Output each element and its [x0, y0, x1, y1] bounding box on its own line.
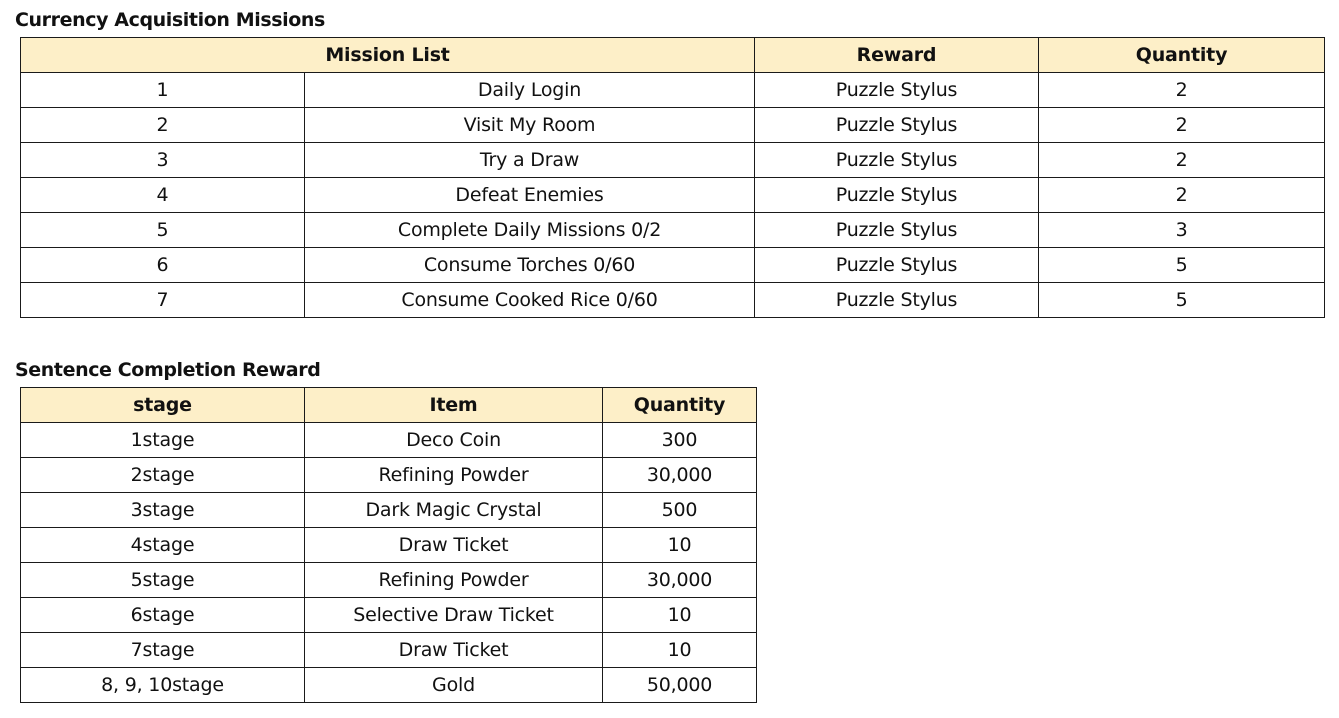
stage-cell: 3stage — [21, 493, 305, 528]
quantity-header: Quantity — [603, 388, 757, 423]
table-row — [21, 108, 1325, 143]
quantity-cell: 10 — [603, 598, 757, 633]
mission-name: Daily Login — [305, 73, 755, 108]
mission-quantity: 2 — [1039, 178, 1325, 213]
table-row — [21, 598, 757, 633]
table-row — [21, 423, 757, 458]
item-cell: Refining Powder — [305, 563, 603, 598]
mission-reward: Puzzle Stylus — [755, 213, 1039, 248]
mission-quantity: 2 — [1039, 143, 1325, 178]
mission-reward: Puzzle Stylus — [755, 178, 1039, 213]
stage-cell: 4stage — [21, 528, 305, 563]
quantity-cell: 10 — [603, 528, 757, 563]
table-row — [21, 248, 1325, 283]
table-row — [21, 563, 757, 598]
mission-reward: Puzzle Stylus — [755, 143, 1039, 178]
mission-reward: Puzzle Stylus — [755, 73, 1039, 108]
missions-table — [20, 37, 1325, 318]
table-row — [21, 493, 757, 528]
mission-name: Visit My Room — [305, 108, 755, 143]
missions-header-row — [21, 38, 1325, 73]
mission-number: 1 — [21, 73, 305, 108]
item-cell: Refining Powder — [305, 458, 603, 493]
table-row — [21, 178, 1325, 213]
table-row — [21, 73, 1325, 108]
quantity-cell: 10 — [603, 633, 757, 668]
item-cell: Draw Ticket — [305, 528, 603, 563]
stage-cell: 1stage — [21, 423, 305, 458]
mission-name: Defeat Enemies — [305, 178, 755, 213]
quantity-cell: 30,000 — [603, 563, 757, 598]
item-cell: Draw Ticket — [305, 633, 603, 668]
mission-reward: Puzzle Stylus — [755, 248, 1039, 283]
mission-list-header: Mission List — [21, 38, 755, 73]
mission-reward: Puzzle Stylus — [755, 108, 1039, 143]
sentence-reward-section-title: Sentence Completion Reward — [15, 359, 321, 381]
table-row — [21, 213, 1325, 248]
stage-cell: 5stage — [21, 563, 305, 598]
missions-section-title: Currency Acquisition Missions — [15, 9, 325, 31]
table-row — [21, 668, 757, 703]
sentence-reward-table — [20, 387, 757, 703]
mission-number: 7 — [21, 283, 305, 318]
mission-quantity: 2 — [1039, 73, 1325, 108]
table-row — [21, 283, 1325, 318]
mission-number: 4 — [21, 178, 305, 213]
stage-cell: 8, 9, 10stage — [21, 668, 305, 703]
quantity-header: Quantity — [1039, 38, 1325, 73]
stage-cell: 7stage — [21, 633, 305, 668]
table-row — [21, 458, 757, 493]
reward-header: Reward — [755, 38, 1039, 73]
item-cell: Gold — [305, 668, 603, 703]
stage-header: stage — [21, 388, 305, 423]
mission-number: 3 — [21, 143, 305, 178]
mission-name: Try a Draw — [305, 143, 755, 178]
mission-number: 2 — [21, 108, 305, 143]
item-cell: Selective Draw Ticket — [305, 598, 603, 633]
quantity-cell: 50,000 — [603, 668, 757, 703]
mission-number: 5 — [21, 213, 305, 248]
mission-number: 6 — [21, 248, 305, 283]
stage-cell: 2stage — [21, 458, 305, 493]
quantity-cell: 500 — [603, 493, 757, 528]
mission-quantity: 2 — [1039, 108, 1325, 143]
quantity-cell: 30,000 — [603, 458, 757, 493]
mission-name: Complete Daily Missions 0/2 — [305, 213, 755, 248]
rewards-header-row — [21, 388, 757, 423]
mission-name: Consume Torches 0/60 — [305, 248, 755, 283]
table-row — [21, 143, 1325, 178]
mission-reward: Puzzle Stylus — [755, 283, 1039, 318]
mission-name: Consume Cooked Rice 0/60 — [305, 283, 755, 318]
table-row — [21, 633, 757, 668]
mission-quantity: 5 — [1039, 248, 1325, 283]
quantity-cell: 300 — [603, 423, 757, 458]
item-cell: Dark Magic Crystal — [305, 493, 603, 528]
mission-quantity: 3 — [1039, 213, 1325, 248]
item-header: Item — [305, 388, 603, 423]
item-cell: Deco Coin — [305, 423, 603, 458]
stage-cell: 6stage — [21, 598, 305, 633]
mission-quantity: 5 — [1039, 283, 1325, 318]
table-row — [21, 528, 757, 563]
